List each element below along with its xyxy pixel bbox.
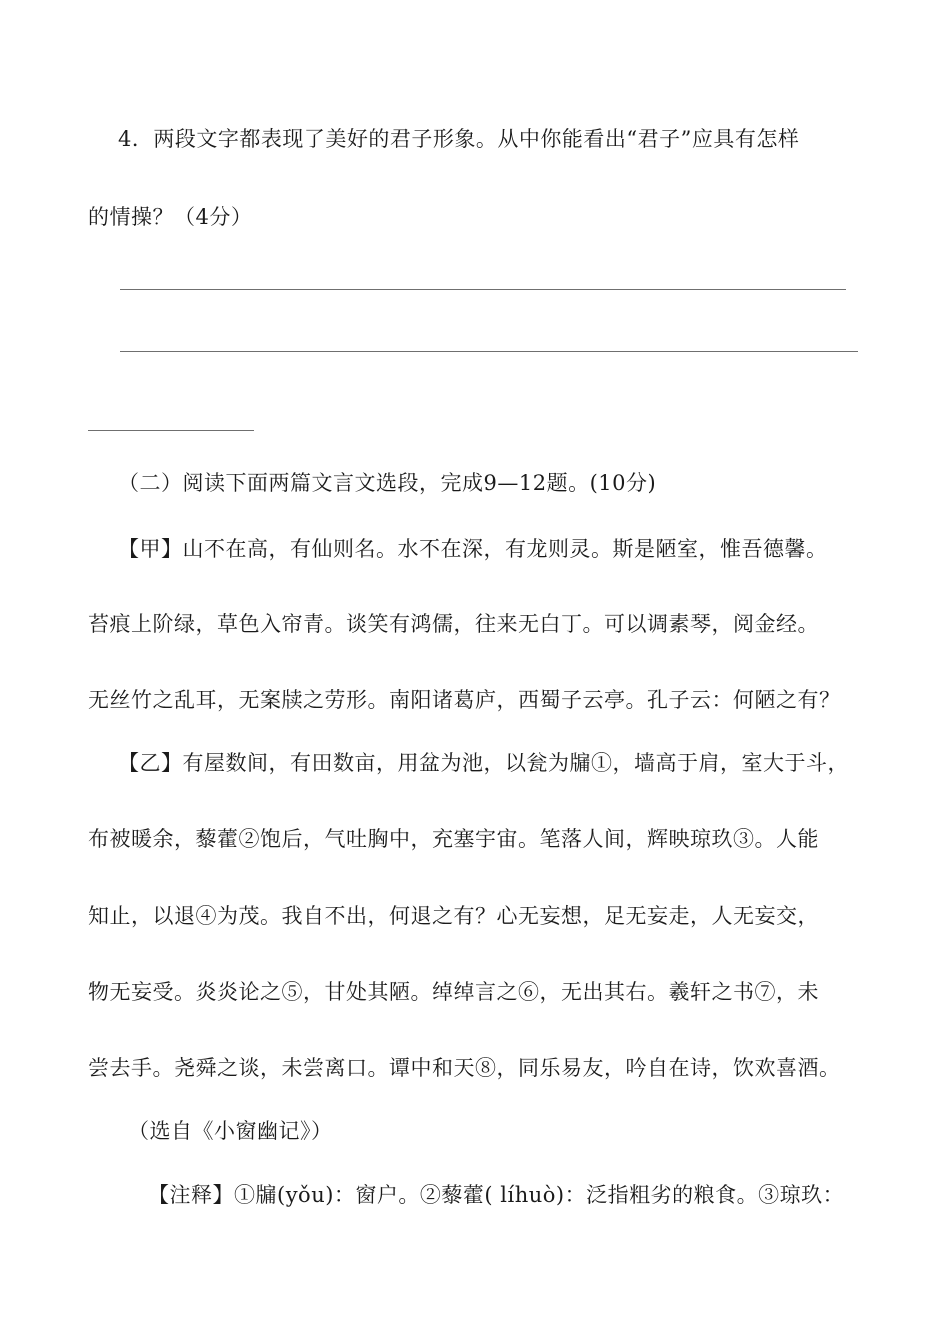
passage-yi-line: 尝去手。尧舜之谈，未尝离口。谭中和天⑧，同乐易友，吟自在诗，饮欢喜酒。 [88,1056,841,1080]
answer-line-1[interactable] [120,289,846,290]
passage-yi-line: 【乙】有屋数间，有田数亩，用盆为池，以瓮为牖①，墙高于肩，室大于斗， [118,751,849,775]
passage-jia-line: 【甲】山不在高，有仙则名。水不在深，有龙则灵。斯是陋室，惟吾德馨。 [118,537,828,561]
passage-source: （选自《小窗幽记》） [128,1119,333,1143]
passage-yi-line: 物无妄受。炎炎论之⑤，甘处其陋。绰绰言之⑥，无出其右。羲轩之书⑦，未 [88,980,819,1004]
answer-line-2[interactable] [120,351,858,352]
answer-line-3[interactable] [88,430,254,431]
annotation-notes: 【注释】①牖(yǒu)：窗户。②藜藿( líhuò)：泛指粗劣的粮食。③琼玖： [148,1183,845,1207]
question-4-prompt: 4．两段文字都表现了美好的君子形象。从中你能看出“君子”应具有怎样 [118,127,800,151]
passage-jia-line: 无丝竹之乱耳，无案牍之劳形。南阳诸葛庐，西蜀子云亭。孔子云：何陋之有？ [88,688,841,712]
passage-yi-line: 布被暖余，藜藿②饱后，气吐胸中，充塞宇宙。笔落人间，辉映琼玖③。人能 [88,827,819,851]
passage-jia-line: 苔痕上阶绿，草色入帘青。谈笑有鸿儒，往来无白丁。可以调素琴，阅金经。 [88,612,819,636]
passage-yi-line: 知止，以退④为茂。我自不出，何退之有？心无妄想，足无妄走，人无妄交， [88,904,819,928]
question-4-prompt-cont: 的情操？（4分） [88,205,253,229]
section-2-heading: （二）阅读下面两篇文言文选段，完成9—12题。(10分) [118,471,657,495]
